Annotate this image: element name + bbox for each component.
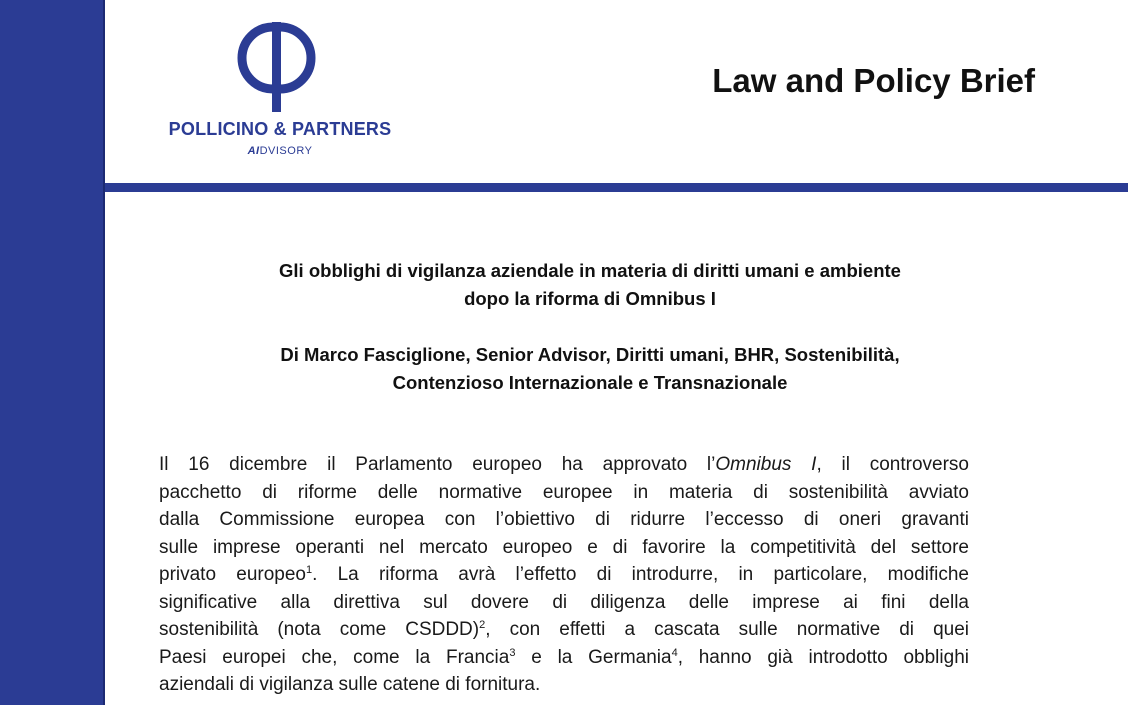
text-run: , con effetti a cascata sulle normative di quei — [485, 619, 969, 640]
paragraph-line: sulle imprese operanti nel mercato europeo e di favorire la competitività del settore — [159, 536, 969, 558]
author-line-1: Di Marco Fasciglione, Senior Advisor, Diritti umani, BHR, Sostenibilità, — [280, 344, 900, 365]
paragraph-line: significative alla direttiva sul dovere di diligenza delle imprese ai fini della — [159, 591, 969, 613]
paragraph-line: pacchetto di riforme delle normative europee in materia di sostenibilità avviato — [159, 481, 969, 503]
title-line-2: dopo la riforma di Omnibus I — [464, 288, 716, 309]
text-run: . La riforma avrà l’effetto di introdurre, in particolare, modifiche — [312, 564, 969, 585]
footnote-ref-1[interactable]: 1 — [305, 563, 313, 576]
text-run: , hanno già introdotto obblighi — [677, 646, 969, 668]
body-paragraph — [159, 451, 969, 699]
emphasis-omnibus: Omnibus I — [715, 454, 817, 475]
text-run: e la Germania — [515, 646, 672, 668]
brand-sub-suffix: DVISORY — [259, 145, 313, 157]
brand-sub-prefix: AI — [247, 145, 260, 157]
header-divider — [105, 183, 1128, 192]
footnote-ref-4[interactable]: 4 — [671, 646, 678, 659]
footnote-ref-3[interactable]: 3 — [509, 646, 516, 659]
text-run: sostenibilità (nota come CSDDD) — [159, 619, 480, 640]
brand-subtitle — [160, 145, 400, 157]
left-brand-bar — [0, 0, 103, 705]
text-run: , il controverso — [816, 454, 970, 475]
brand-name: POLLICINO & PARTNERS — [168, 119, 392, 139]
left-bar-edge — [103, 0, 105, 705]
author-line-2: Contenzioso Internazionale e Transnazionale — [392, 372, 788, 393]
brief-title: Law and Policy Brief — [712, 62, 1035, 99]
paragraph-line — [159, 451, 969, 479]
text-run: Il 16 dicembre il Parlamento europeo ha approvato l’ — [159, 454, 716, 475]
paragraph-line: aziendali di vigilanza sulle catene di fornitura. — [159, 674, 541, 695]
document-title — [160, 257, 1020, 313]
paragraph-line: dalla Commissione europea con l’obiettivo di ridurre l’eccesso di oneri gravanti — [159, 509, 969, 530]
paragraph-line — [159, 561, 969, 589]
paragraph-line — [159, 644, 969, 672]
phi-monogram-icon — [237, 18, 317, 114]
title-line-1: Gli obblighi di vigilanza aziendale in materia di diritti umani e ambiente — [279, 260, 901, 281]
text-run: Paesi europei che, come la Francia — [159, 646, 510, 668]
paragraph-line — [159, 616, 969, 644]
footnote-ref-2[interactable]: 2 — [479, 618, 486, 631]
document-author — [160, 341, 1020, 397]
brand-logo — [160, 18, 400, 163]
text-run: privato europeo — [159, 564, 306, 585]
